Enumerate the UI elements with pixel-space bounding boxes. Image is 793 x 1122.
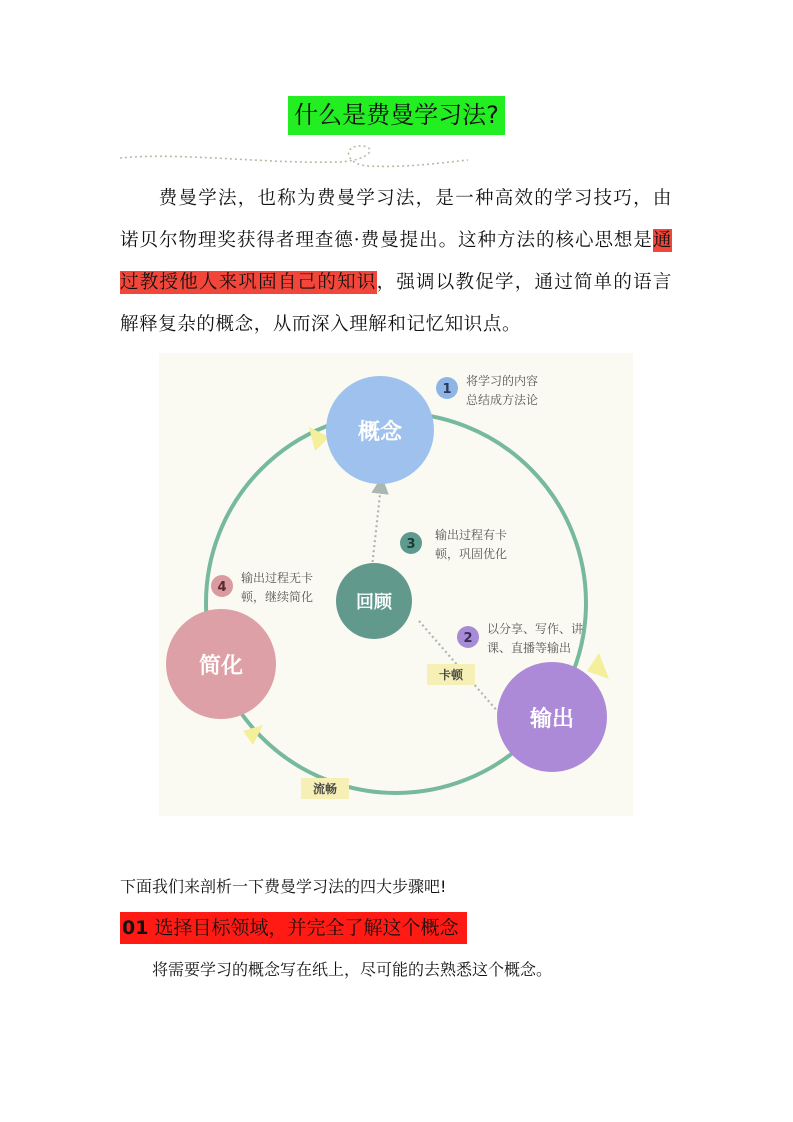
feynman-cycle-diagram (159, 353, 633, 816)
section-title: 选择目标领域，并完全了解这个概念 (148, 917, 459, 939)
step3-line1: 输出过程有卡 (435, 528, 508, 542)
stuck-tag: 卡顿 (438, 668, 464, 682)
title-wrap (0, 96, 793, 135)
decorative-divider (118, 142, 470, 176)
step3-num: 3 (406, 537, 416, 552)
intro-highlight: 通过教授他人来巩固自己的知识 (120, 230, 672, 293)
step1-num: 1 (442, 382, 452, 397)
step1-body: 将需要学习的概念写在纸上，尽可能的去熟悉这个概念。 (152, 960, 553, 979)
step4-line2: 顿，继续简化 (241, 590, 314, 604)
step2-line1: 以分享、写作、讲 (487, 622, 584, 636)
step2-line2: 课、直播等输出 (487, 641, 572, 655)
step4-num: 4 (217, 580, 227, 595)
page-title: 什么是费曼学习法? (288, 96, 505, 135)
intro-text-1: 费曼学法，也称为费曼学习法，是一种高效的学习技巧，由诺贝尔物理奖获得者理查德·费曼提出。这种方法的核心思想是 (120, 188, 672, 251)
review-label: 回顾 (356, 592, 392, 613)
step2-num: 2 (463, 631, 473, 646)
intro-paragraph (120, 178, 672, 346)
concept-label: 概念 (357, 420, 403, 445)
step4-line1: 输出过程无卡 (241, 571, 314, 585)
step3-line2: 顿，巩固优化 (435, 547, 508, 561)
intro-text-2: ，强调以教促学，通过简单的语言解释复杂的概念，从而深入理解和记忆知识点。 (120, 272, 672, 335)
output-label: 输出 (529, 707, 575, 732)
simplify-label: 简化 (198, 654, 244, 679)
lead-text: 下面我们来剖析一下费曼学习法的四大步骤吧! (120, 877, 447, 896)
smooth-tag: 流畅 (312, 782, 338, 796)
section-heading-01 (120, 912, 467, 944)
section-number: 01 (122, 917, 149, 939)
step1-line2: 总结成方法论 (466, 393, 539, 407)
step1-line1: 将学习的内容 (466, 374, 539, 388)
